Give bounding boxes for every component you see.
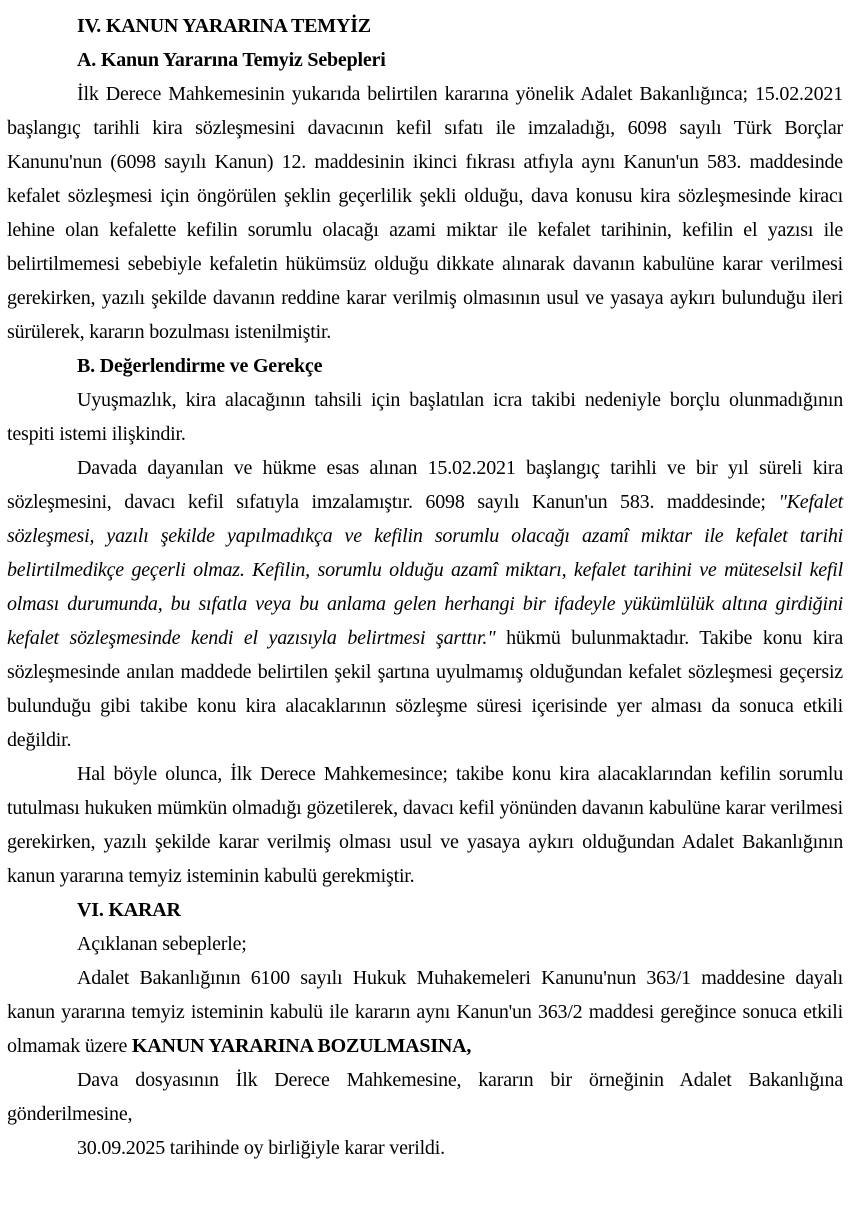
paragraph-statute-quote bbox=[7, 451, 843, 757]
subsection-heading-degerlendirme-gerekce: B. Değerlendirme ve Gerekçe bbox=[77, 355, 323, 377]
paragraph-appeal-grounds: İlk Derece Mahkemesinin yukarıda belirtilen kararına yönelik Adalet Bakanlığınca; 15.02.2021 başlangıç tarihli kira sözleşmesini davacının kefil sıfatı ile imzaladığı, 6098 sayılı Türk Borçlar Kanunu'nun (6098 sayılı Kanun) 12. maddesinin ikinci fıkrası atfıyla aynı Kanun'un 583. maddesinde kefalet sözleşmesi için öngörülen şeklin geçerlilik şekli olduğu, dava konusu kira sözleşmesinde kiracı lehine olan kefalette kefilin sorumlu olacağı azami miktar ile kefalet tarihinin, kefilin el yazısı ile belirtilmemesi sebebiyle kefaletin hükümsüz olduğu dikkate alınarak davanın kabulüne karar verilmesi gerekirken, yazılı şekilde davanın reddine karar verilmiş olmasının usul ve yasaya aykırı bulunduğu ileri sürülerek, kararın bozulması istenilmiştir. bbox=[7, 83, 843, 343]
ruling-lead-text: Adalet Bakanlığının 6100 sayılı Hukuk Muhakemeleri Kanunu'nun 363/1 maddesine dayalı kanun yararına temyiz isteminin kabulü ile kararın aynı Kanun'un 363/2 maddesi gereğince sonuca etkili olmamak üzere bbox=[7, 967, 843, 1057]
subsection-heading-temyiz-sebepleri: A. Kanun Yararına Temyiz Sebepleri bbox=[77, 49, 386, 71]
paragraph-dispute-subject: Uyuşmazlık, kira alacağının tahsili için başlatılan icra takibi nedeniyle borçlu olunmadığının tespiti istemi ilişkindir. bbox=[7, 389, 843, 445]
paragraph-conclusion: Hal böyle olunca, İlk Derece Mahkemesince; takibe konu kira alacaklarından kefilin sorumlu tutulması hukuken mümkün olmadığı gözetilerek, davacı kefil yönünden davanın kabulüne karar verilmesi gerekirken, yazılı şekilde karar verilmiş olması usul ve yasaya aykırı olduğundan Adalet Bakanlığının kanun yararına temyiz isteminin kabulü gerekmiştir. bbox=[7, 763, 843, 887]
statute-article-583-quote: "Kefalet sözleşmesi, yazılı şekilde yapılmadıkça ve kefilin sorumlu olacağı azamî miktar ile kefalet tarihi belirtilmedikçe geçerli olmaz. Kefilin, sorumlu olduğu azamî miktarı, kefalet tarihini ve müteselsil kefil olması durumunda, bu sıfatla veya bu anlama gelen herhangi bir ifadeyle yükümlülük altına girdiğini kefalet sözleşmesinde kendi el yazısıyla belirtmesi şarttır." bbox=[7, 491, 843, 649]
statute-lead-text: Davada dayanılan ve hükme esas alınan 15.02.2021 başlangıç tarihli ve bir yıl süreli kira sözleşmesini, davacı kefil sıfatıyla imzalamıştır. 6098 sayılı Kanun'un 583. maddesinde; bbox=[7, 457, 843, 513]
section-heading-kanun-yararina-temyiz: IV. KANUN YARARINA TEMYİZ bbox=[77, 15, 371, 37]
ruling-bozulmasina-bold: KANUN YARARINA BOZULMASINA, bbox=[131, 1035, 472, 1057]
paragraph-stated-reasons: Açıklanan sebeplerle; bbox=[77, 933, 247, 955]
paragraph-decision-date: 30.09.2025 tarihinde oy birliğiyle karar verildi. bbox=[77, 1137, 445, 1159]
section-heading-karar: VI. KARAR bbox=[77, 899, 181, 921]
statute-trailing-text: hükmü bulunmaktadır. Takibe konu kira sözleşmesinde anılan maddede belirtilen şekil şartına uyulmamış olduğundan kefalet sözleşmesi geçersiz bulunduğu gibi takibe konu kira alacaklarının sözleşme süresi içerisinde yer alması da sonuca etkili değildir. bbox=[7, 627, 843, 751]
paragraph-file-return: Dava dosyasının İlk Derece Mahkemesine, kararın bir örneğinin Adalet Bakanlığına gönderilmesine, bbox=[7, 1069, 843, 1125]
paragraph-ruling bbox=[7, 961, 843, 1063]
